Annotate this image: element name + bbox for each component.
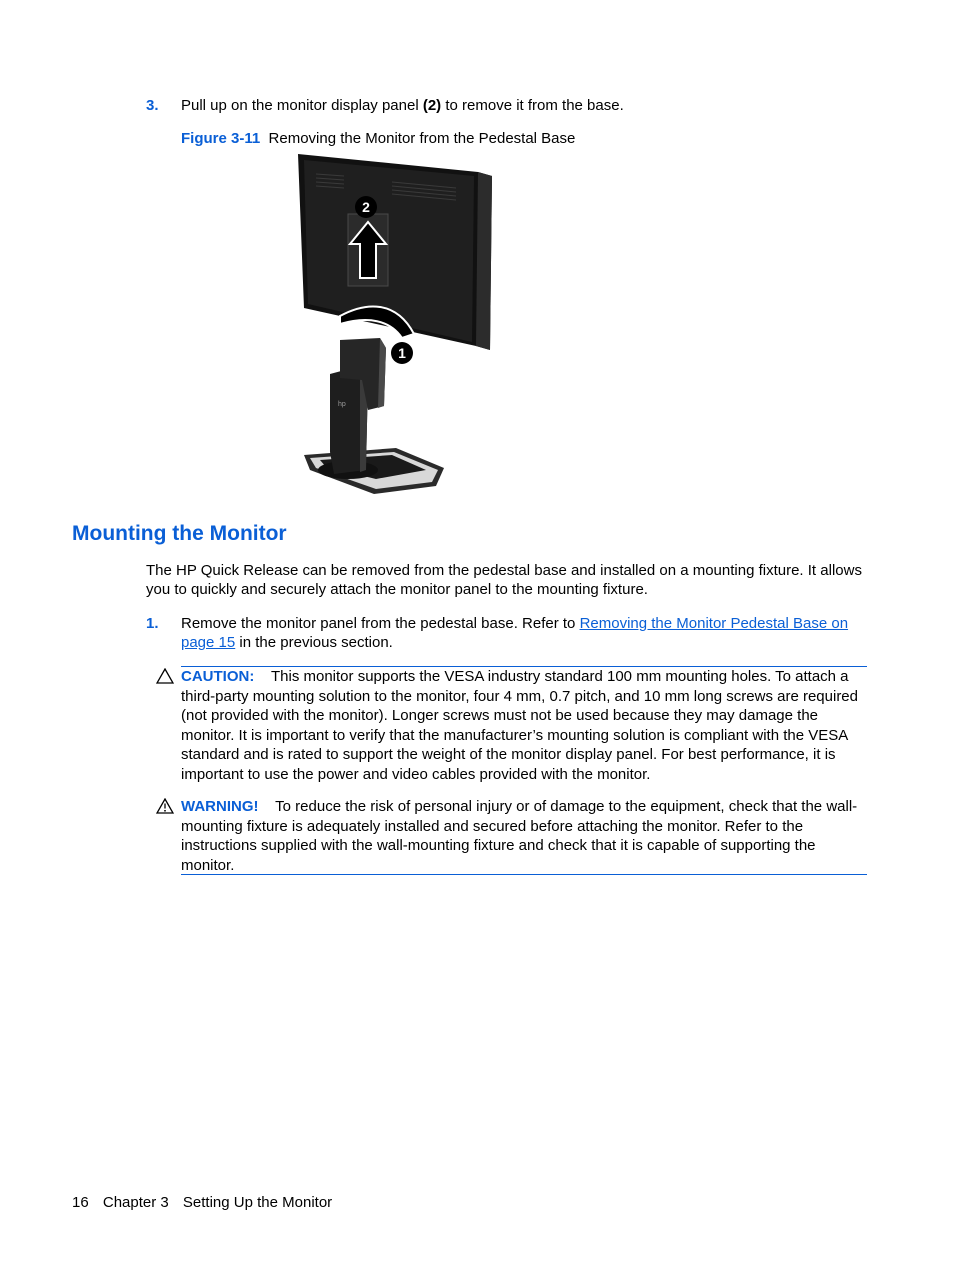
step-text-before: Remove the monitor panel from the pedestal base. Refer to — [181, 615, 580, 632]
page-footer — [72, 1194, 342, 1211]
caution-text: This monitor supports the VESA industry standard 100 mm mounting holes. To attach a third-party mounting solution to the monitor, four 4 mm, 0.7 pitch, and 10 mm long screws are required (not provided with the monitor). Longer screws must not be used because they may damage the monitor. It is important to verify that the manufacturer’s mounting solution is compliant with the VESA standard and is rated to support the weight of the monitor display panel. For best performance, it is important to use the power and video cables provided with the monitor. — [181, 668, 858, 783]
figure-caption-text: Removing the Monitor from the Pedestal Base — [268, 130, 576, 147]
monitor-removal-illustration — [296, 152, 501, 497]
footer-chapter-title: Setting Up the Monitor — [182, 1194, 333, 1211]
footer-chapter: Chapter 3 — [102, 1194, 169, 1211]
step-text-after: to remove it from the base. — [441, 97, 624, 114]
step-1 — [146, 614, 159, 633]
caution-note — [181, 667, 869, 784]
step-bold-ref: (2) — [422, 97, 442, 114]
step-text-after: in the previous section. — [235, 634, 393, 651]
step-number: 3. — [146, 97, 159, 114]
page-number: 16 — [72, 1194, 89, 1211]
hp-logo: hp — [338, 401, 346, 408]
callout-1: 1 — [398, 345, 406, 361]
callout-2: 2 — [362, 199, 370, 215]
step-text-before: Pull up on the monitor display panel — [181, 97, 423, 114]
section-title: Mounting the Monitor — [72, 522, 287, 545]
step-number: 1. — [146, 615, 159, 632]
warning-text: To reduce the risk of personal injury or of damage to the equipment, check that the wall-mounting fixture is adequately installed and secured before attaching the monitor. Refer to the instructions supplied with the wall-mounting fixture and check that it is capable of supporting the monitor. — [181, 798, 858, 874]
warning-triangle-icon — [156, 798, 174, 814]
step-1-text — [181, 614, 869, 652]
warning-label: WARNING! — [181, 798, 259, 815]
caution-triangle-icon — [156, 668, 174, 684]
removing-pedestal-link[interactable]: Removing the Monitor Pedestal Base on page 15 — [181, 615, 849, 651]
figure-label: Figure 3-11 — [181, 130, 261, 147]
warning-note — [181, 797, 869, 875]
warning-bottom-rule — [181, 874, 867, 875]
step-3-text — [181, 96, 881, 115]
figure-caption — [181, 130, 575, 147]
section-intro: The HP Quick Release can be removed from the pedestal base and installed on a mounting fixture. It allows you to quickly and securely attach the monitor panel to the mounting fixture. — [146, 562, 862, 598]
caution-label: CAUTION: — [181, 668, 255, 685]
